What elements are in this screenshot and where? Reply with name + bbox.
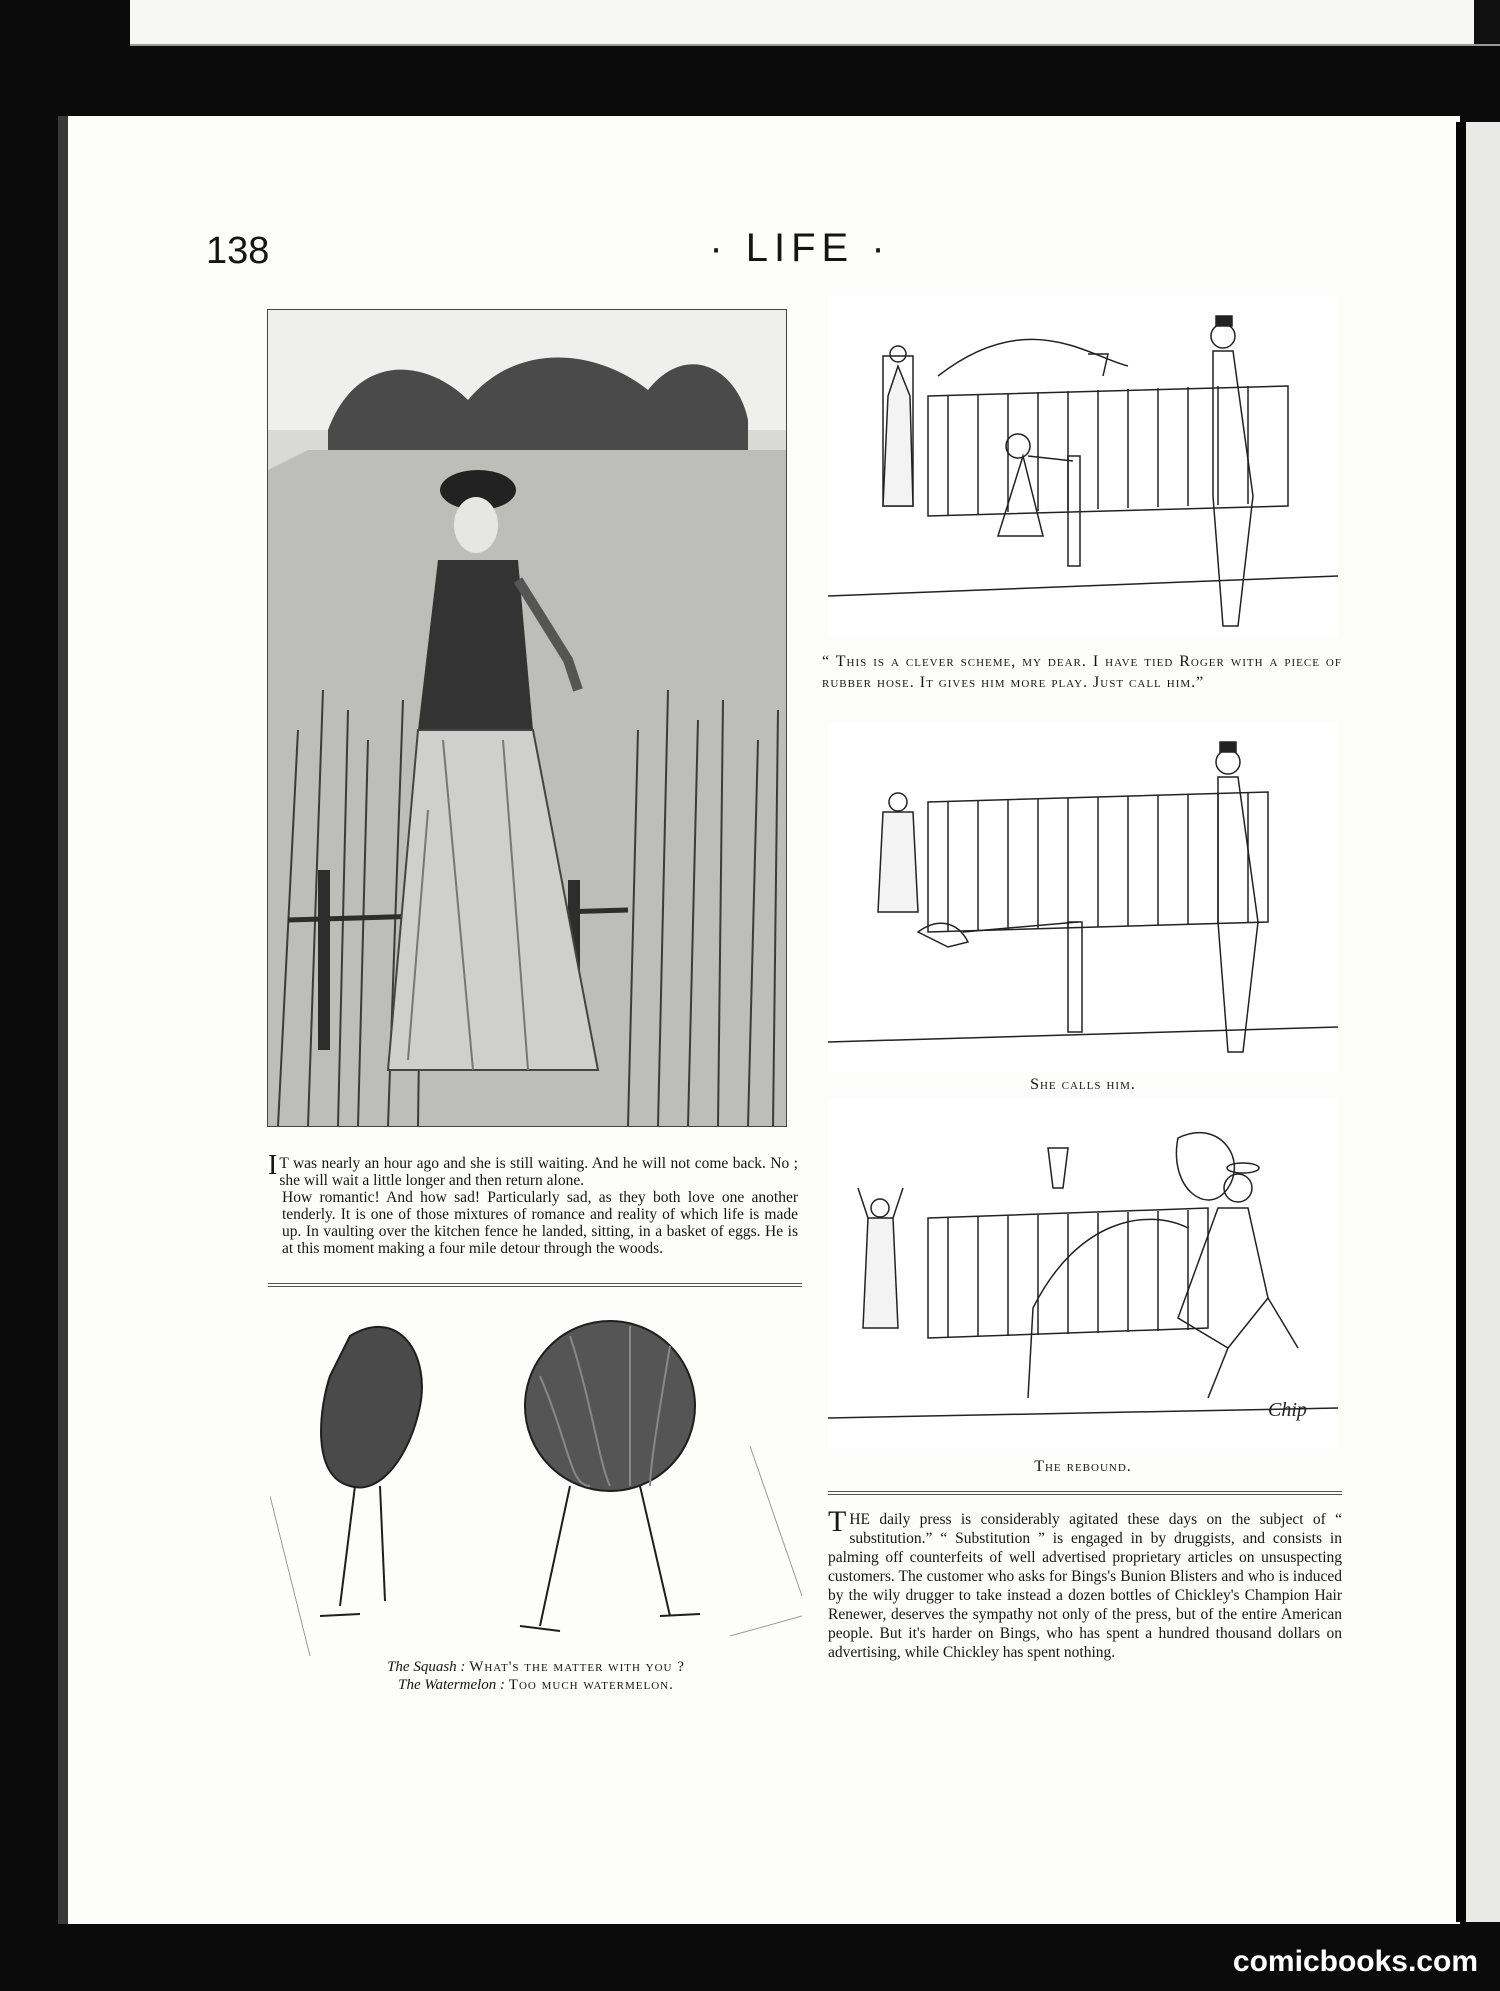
- squash-line: The Squash : What's the matter with you ?: [387, 1659, 685, 1675]
- story-text: [268, 1150, 798, 1257]
- site-watermark: comicbooks.com: [1232, 1945, 1478, 1978]
- panel1-caption: “ This is a clever scheme, my dear. I have tied Roger with a piece of rubber hose. It gives him more play. Just call him.”: [822, 653, 1342, 691]
- page-number: 138: [206, 230, 270, 272]
- cartoon-panel-1: [828, 296, 1338, 636]
- watermelon-line: The Watermelon : Too much watermelon.: [398, 1677, 674, 1693]
- previous-page-strip: [130, 0, 1500, 46]
- cartoon-panel-3: [828, 1098, 1338, 1448]
- next-page-edge: [1456, 122, 1500, 1922]
- squash-and-watermelon-illustration: [270, 1296, 802, 1666]
- masthead-title: · LIFE ·: [709, 226, 891, 270]
- essay-body: HE daily press is considerably agitated these days on the subject of “ substitution.” “ Substitution ” is engaged in by druggists, and consists in palming off counterfeits of well advertised proprietary articles on unsuspecting customers. The customer who asks for Bings's Bunion Blisters and who is induced by the wily drugger to take instead a dozen bottles of Chickley's Champion Hair Renewer, deserves the sympathy not only of the press, but of the entire American people. But it's harder on Bings, who has spent a hundred thousand dollars on advertising, while Chickley has spent nothing.: [828, 1511, 1342, 1661]
- panel2-caption: She calls him.: [1030, 1076, 1136, 1093]
- cartoon-panel-2: [828, 722, 1338, 1072]
- story-first-paragraph: I T was nearly an hour ago and she is still waiting. And he will not come back. No ; she will wait a little longer and then return alone.: [268, 1150, 798, 1189]
- lady-in-garden-illustration: [267, 309, 787, 1127]
- panel3-caption: The rebound.: [1034, 1458, 1132, 1475]
- divider-rule-right: [828, 1491, 1342, 1495]
- story-second-paragraph: How romantic! And how sad! Particularly sad, as they both love one another tenderly. It is one of those mixtures of romance and reality of which life is made up. In vaulting over the kitchen fence he landed, sitting, in a basket of eggs. He is at this moment making a four mile detour through the woods.: [282, 1189, 798, 1257]
- story-dropcap: I: [268, 1150, 278, 1181]
- artist-signature: Chip: [1268, 1399, 1307, 1421]
- divider-rule-left: [268, 1283, 802, 1287]
- vegetable-dialogue: [270, 1658, 802, 1694]
- substitution-essay: [828, 1505, 1342, 1662]
- essay-dropcap: T: [828, 1505, 847, 1538]
